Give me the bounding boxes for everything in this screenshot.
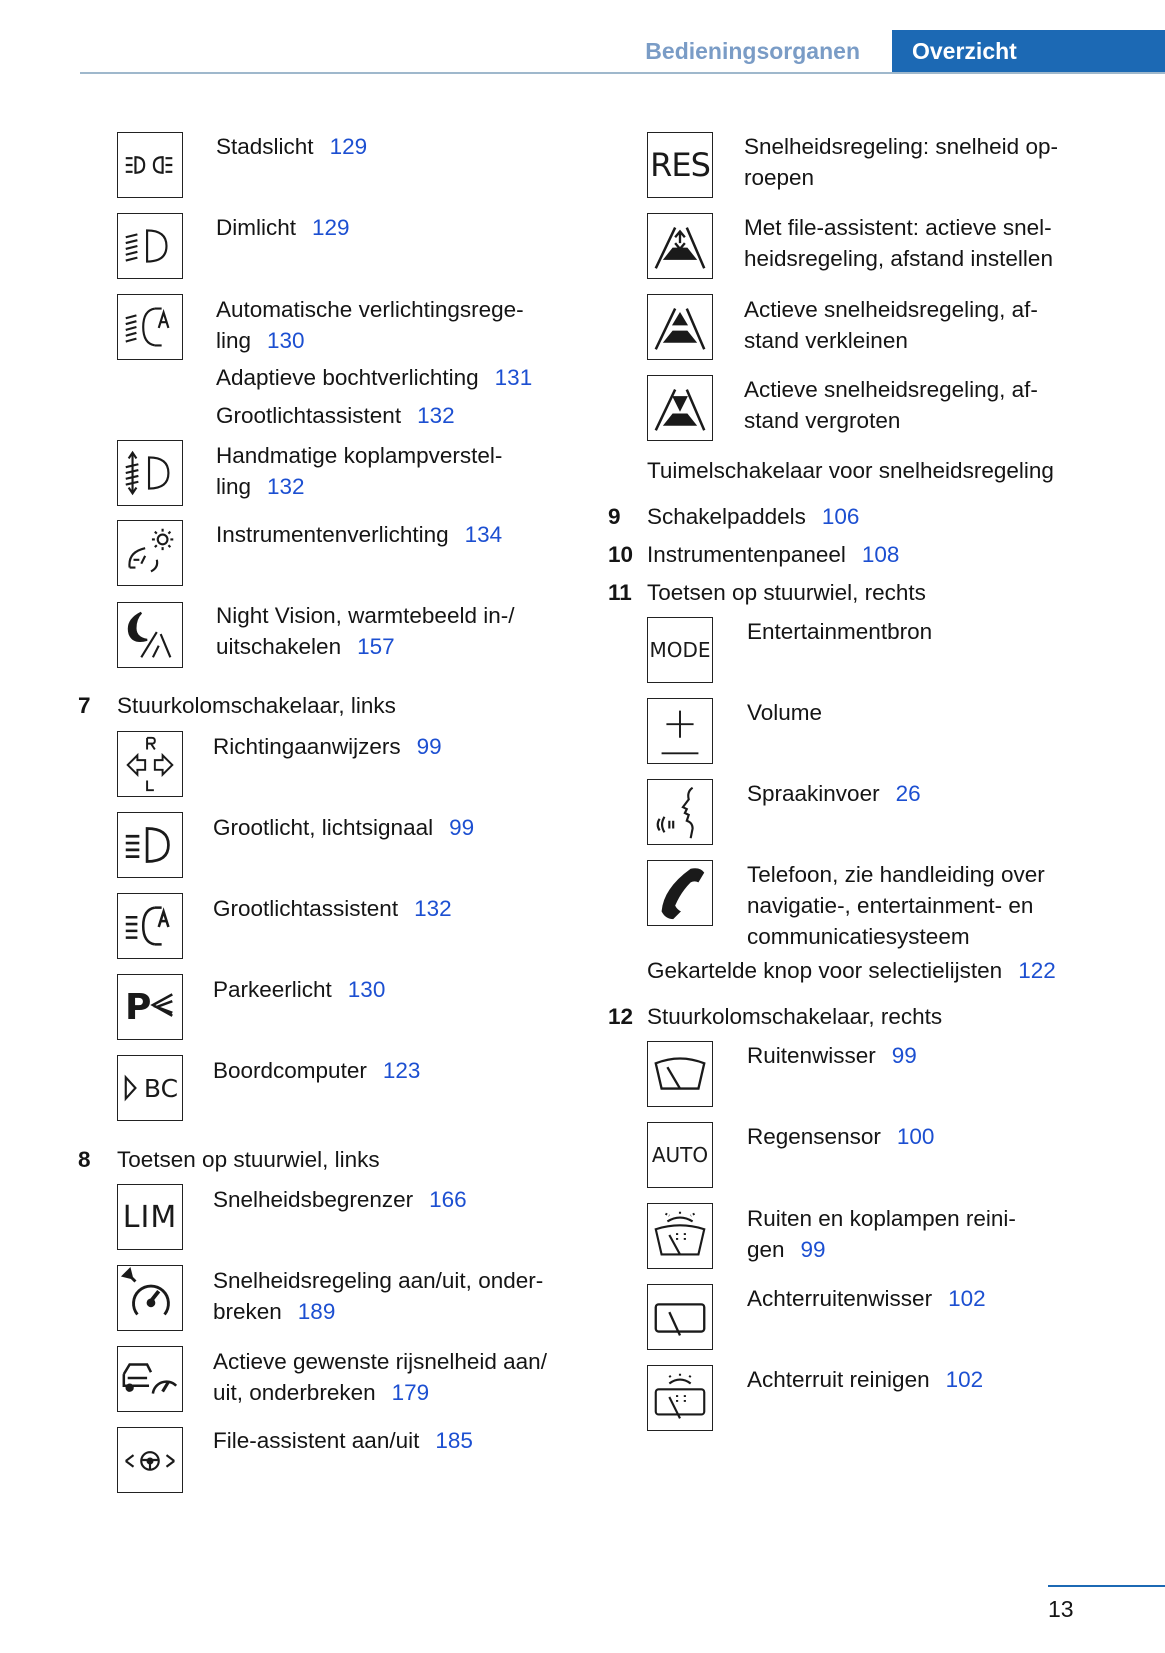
list-item: Dimlicht 129 bbox=[216, 215, 350, 240]
page-link[interactable]: 106 bbox=[821, 504, 860, 529]
page-link[interactable]: 166 bbox=[429, 1187, 467, 1212]
active-cruise-icon bbox=[117, 1346, 183, 1412]
list-item: Actieve gewenste rijsnelheid aan/ uit, onderbreken 179 bbox=[213, 1349, 547, 1405]
page-link[interactable]: 100 bbox=[896, 1124, 935, 1149]
distance-increase-icon bbox=[647, 375, 713, 441]
list-item: Snelheidsregeling: snelheid op- roepen bbox=[744, 134, 1058, 190]
page-link[interactable]: 99 bbox=[800, 1237, 826, 1262]
list-item: Grootlicht, lichtsignaal 99 bbox=[213, 815, 475, 840]
page-link[interactable]: 129 bbox=[312, 215, 350, 240]
high-beam-assistant-icon bbox=[117, 893, 183, 959]
list-item: Telefoon, zie handleiding over navigatie-, entertainment- en communicatiesysteem bbox=[747, 862, 1045, 949]
section-title: Instrumentenpaneel 108 bbox=[647, 542, 900, 567]
page-link[interactable]: 132 bbox=[267, 474, 305, 499]
page-link[interactable]: 179 bbox=[391, 1380, 430, 1405]
section-title: Stuurkolomschakelaar, links bbox=[117, 693, 396, 718]
mode-button-icon bbox=[647, 617, 713, 683]
list-item: File-assistent aan/uit 185 bbox=[213, 1428, 473, 1453]
washer-icon bbox=[647, 1203, 713, 1269]
list-item: Regensensor 100 bbox=[747, 1124, 935, 1149]
headlight-range-icon bbox=[117, 440, 183, 506]
section-number: 7 bbox=[78, 693, 91, 718]
turn-signal-icon bbox=[117, 731, 183, 797]
list-item: Met file-assistent: actieve snel- heidsregeling, afstand instellen bbox=[744, 215, 1053, 271]
page-number: 13 bbox=[1048, 1596, 1074, 1622]
page-link[interactable]: 134 bbox=[464, 522, 503, 547]
list-item: Automatische verlichtingsrege- ling 130 bbox=[216, 297, 524, 353]
list-item: Richtingaanwijzers 99 bbox=[213, 734, 442, 759]
page-link[interactable]: 99 bbox=[891, 1043, 917, 1068]
list-item: Instrumentenverlichting 134 bbox=[216, 522, 503, 547]
instrument-lighting-icon bbox=[117, 520, 183, 586]
page-link[interactable]: 185 bbox=[435, 1428, 473, 1453]
speed-limiter-label: LIM bbox=[122, 1199, 178, 1235]
rear-wiper-icon bbox=[647, 1284, 713, 1350]
list-item: Handmatige koplampverstel- ling 132 bbox=[216, 443, 503, 499]
parking-light-icon bbox=[117, 974, 183, 1040]
distance-decrease-icon bbox=[647, 294, 713, 360]
list-item: Tuimelschakelaar voor snelheidsregeling bbox=[647, 458, 1054, 483]
section-number: 12 bbox=[608, 1004, 634, 1029]
page-link[interactable]: 99 bbox=[416, 734, 442, 759]
page-link[interactable]: 102 bbox=[945, 1367, 984, 1392]
voice-input-icon bbox=[647, 779, 713, 845]
list-item: Gekartelde knop voor selectielijsten 122 bbox=[647, 958, 1056, 983]
rain-sensor-icon bbox=[647, 1122, 713, 1188]
list-item: Snelheidsbegrenzer 166 bbox=[213, 1187, 467, 1212]
section-number: 10 bbox=[608, 542, 634, 567]
page-link[interactable]: 129 bbox=[329, 134, 368, 159]
section-title: Toetsen op stuurwiel, links bbox=[117, 1147, 380, 1172]
rear-washer-icon bbox=[647, 1365, 713, 1431]
list-item: Parkeerlicht 130 bbox=[213, 977, 386, 1002]
page-link[interactable]: 131 bbox=[494, 365, 533, 390]
page-link[interactable]: 130 bbox=[267, 328, 305, 353]
distance-setting-icon bbox=[647, 213, 713, 279]
night-vision-icon bbox=[117, 602, 183, 668]
section-title: Schakelpaddels 106 bbox=[647, 504, 860, 529]
list-item: Achterruit reinigen 102 bbox=[747, 1367, 984, 1392]
page-link[interactable]: 132 bbox=[417, 403, 455, 428]
parking-lights-icon bbox=[117, 132, 183, 198]
parking-light-label: P bbox=[125, 986, 152, 1028]
board-computer-icon bbox=[117, 1055, 183, 1121]
speed-limiter-icon bbox=[117, 1184, 183, 1250]
volume-icon bbox=[647, 698, 713, 764]
resume-speed-label: RES bbox=[650, 146, 710, 184]
list-item: Grootlichtassistent 132 bbox=[216, 403, 455, 428]
section-number: 8 bbox=[78, 1147, 91, 1172]
list-item: Volume bbox=[747, 700, 823, 725]
section-title: Toetsen op stuurwiel, rechts bbox=[647, 580, 926, 605]
list-item: Night Vision, warmtebeeld in-/ uitschakelen 157 bbox=[216, 603, 515, 659]
list-item: Actieve snelheidsregeling, af- stand vergroten bbox=[744, 377, 1038, 433]
section-number: 9 bbox=[608, 504, 621, 529]
high-beam-icon bbox=[117, 812, 183, 878]
list-item: Achterruitenwisser 102 bbox=[747, 1286, 986, 1311]
list-item: Adaptieve bochtverlichting 131 bbox=[216, 365, 533, 390]
page-link[interactable]: 123 bbox=[382, 1058, 421, 1083]
traffic-jam-assistant-icon bbox=[117, 1427, 183, 1493]
page-link[interactable]: 122 bbox=[1018, 958, 1056, 983]
mode-label: MODE bbox=[649, 638, 711, 662]
list-item: Snelheidsregeling aan/uit, onder- breken 189 bbox=[213, 1268, 544, 1324]
page-link[interactable]: 130 bbox=[347, 977, 386, 1002]
list-item: Entertainmentbron bbox=[747, 619, 933, 644]
list-item: Actieve snelheidsregeling, af- stand verkleinen bbox=[744, 297, 1038, 353]
page-link[interactable]: 108 bbox=[861, 542, 900, 567]
section-title: Stuurkolomschakelaar, rechts bbox=[647, 1004, 943, 1029]
wiper-icon bbox=[647, 1041, 713, 1107]
page-link[interactable]: 102 bbox=[948, 1286, 986, 1311]
page-link[interactable]: 132 bbox=[414, 896, 452, 921]
phone-icon bbox=[647, 860, 713, 926]
list-item: Ruiten en koplampen reini- gen 99 bbox=[747, 1206, 1016, 1262]
page-link[interactable]: 189 bbox=[297, 1299, 336, 1324]
low-beam-icon bbox=[117, 213, 183, 279]
board-computer-label: BC bbox=[143, 1073, 179, 1103]
page-link[interactable]: 26 bbox=[895, 781, 921, 806]
page-link[interactable]: 99 bbox=[449, 815, 475, 840]
resume-speed-icon bbox=[647, 132, 713, 198]
rain-sensor-label: AUTO bbox=[651, 1143, 709, 1167]
page-link[interactable]: 157 bbox=[357, 634, 395, 659]
list-item: Ruitenwisser 99 bbox=[747, 1043, 917, 1068]
auto-headlight-icon bbox=[117, 294, 183, 360]
cruise-control-icon bbox=[117, 1265, 183, 1331]
section-title: Bedieningsorganen bbox=[645, 38, 860, 64]
chapter-tab: Overzicht bbox=[892, 30, 1165, 74]
list-item: Spraakinvoer 26 bbox=[747, 781, 921, 806]
list-item: Boordcomputer 123 bbox=[213, 1058, 421, 1083]
list-item: Stadslicht 129 bbox=[216, 134, 368, 159]
section-number: 11 bbox=[608, 580, 632, 605]
list-item: Grootlichtassistent 132 bbox=[213, 896, 452, 921]
header-divider bbox=[80, 72, 1165, 74]
footer-divider bbox=[1048, 1585, 1165, 1587]
